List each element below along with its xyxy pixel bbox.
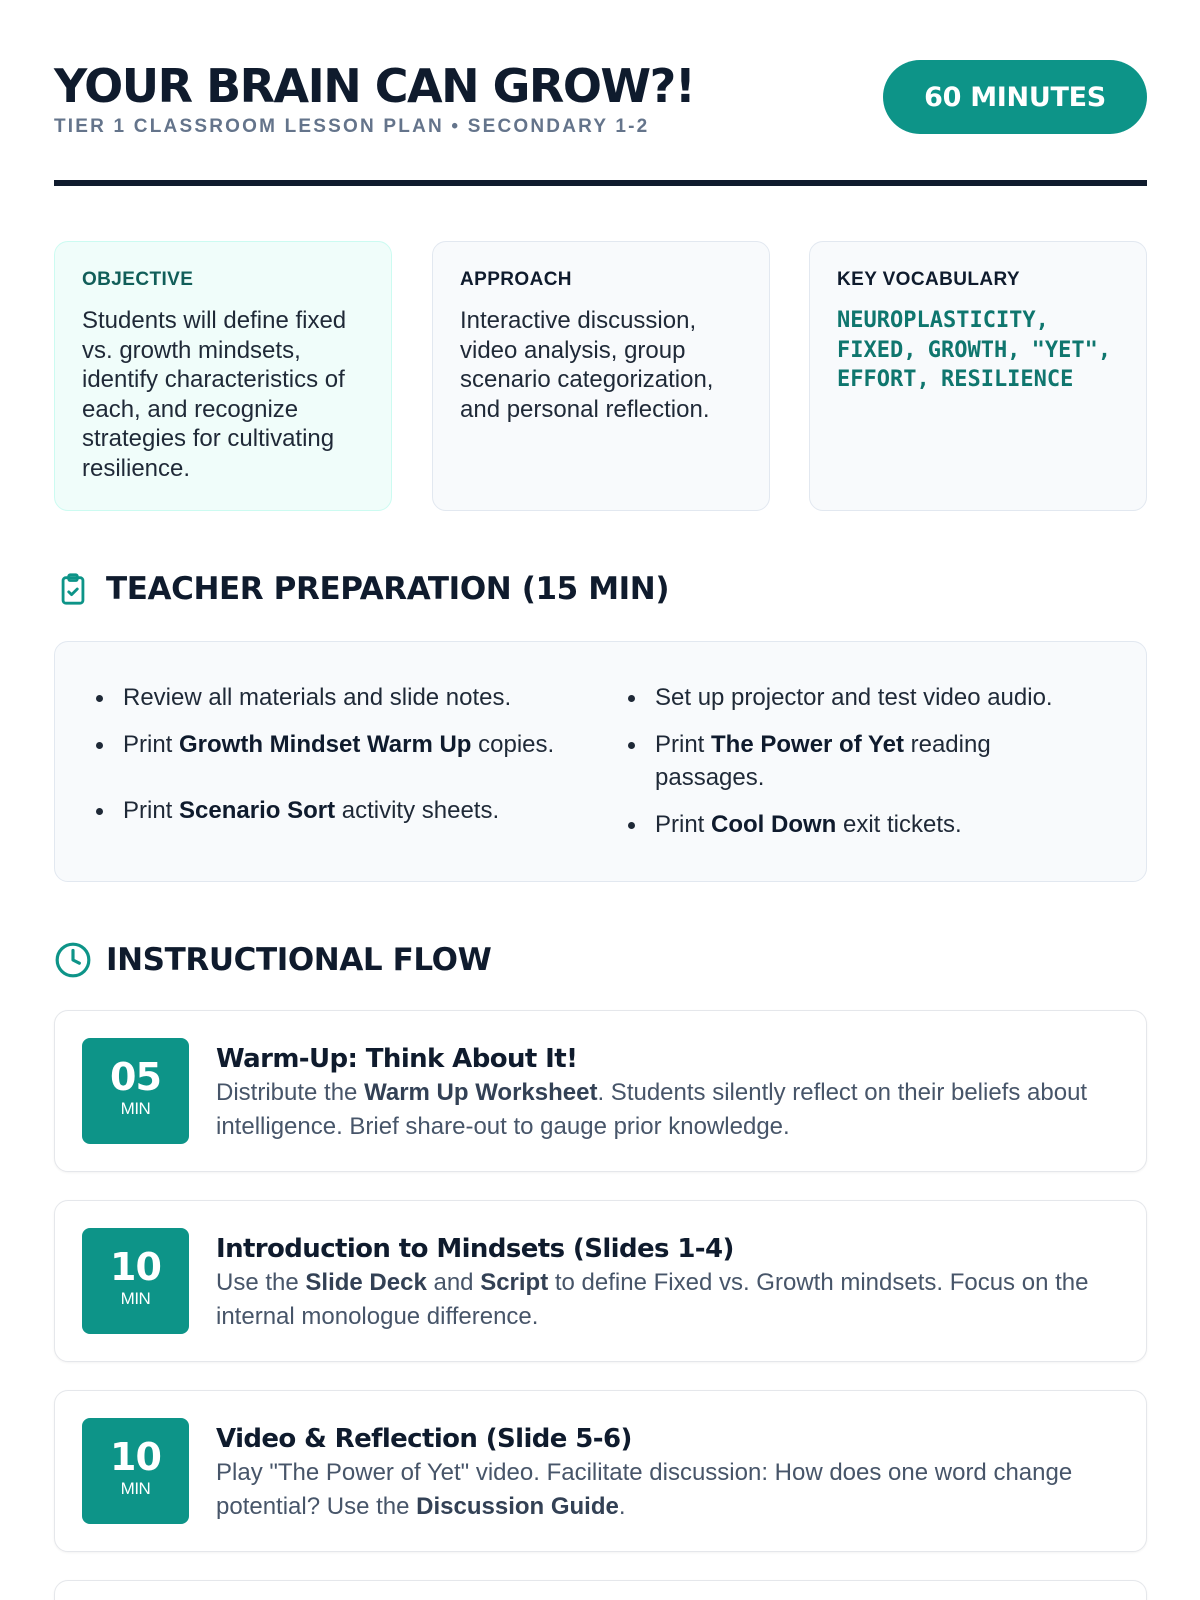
approach-card: [432, 241, 770, 511]
vocabulary-terms: NEUROPLASTICITY, FIXED, GROWTH, "YET", EFFORT, RESILIENCE: [837, 308, 1112, 392]
preparation-list: [54, 641, 1147, 882]
page-subtitle: TIER 1 CLASSROOM LESSON PLAN • SECONDARY 1-2: [54, 116, 650, 137]
prep-item: Print Scenario Sort activity sheets.: [95, 794, 595, 827]
prep-item: Print The Power of Yet reading passages.: [627, 728, 1097, 794]
lesson-plan-page: [54, 0, 1147, 1600]
step-content: [216, 1422, 1116, 1524]
step-description: Distribute the Warm Up Worksheet. Students silently reflect on their beliefs about intelligence. Brief share-out to gauge prior knowledge.: [216, 1079, 1088, 1140]
prep-item: Print Cool Down exit tickets.: [627, 808, 1097, 841]
time-unit: MIN: [120, 1099, 151, 1118]
clipboard-check-icon: [54, 570, 92, 608]
approach-text: Interactive discussion, video analysis, group scenario categorization, and personal reflection.: [460, 307, 714, 423]
vocabulary-card: [809, 241, 1147, 511]
time-badge: [82, 1418, 189, 1524]
info-cards: [54, 241, 1147, 511]
step-content: [216, 1232, 1116, 1334]
prep-item: Review all materials and slide notes.: [95, 681, 595, 714]
preparation-heading: [54, 567, 669, 611]
step-title: Video & Reflection (Slide 5-6): [216, 1424, 632, 1454]
approach-label: APPROACH: [460, 269, 572, 290]
flow-step-video: [54, 1390, 1147, 1552]
time-badge: [82, 1038, 189, 1144]
clock-icon: [54, 941, 92, 979]
prep-item: Set up projector and test video audio.: [627, 681, 1097, 714]
time-badge: [82, 1228, 189, 1334]
header-divider: [54, 180, 1147, 186]
duration-badge: 60 MINUTES: [883, 60, 1147, 134]
preparation-title: TEACHER PREPARATION (15 MIN): [106, 571, 670, 607]
step-title: Warm-Up: Think About It!: [216, 1044, 578, 1074]
time-minutes: 05: [110, 1055, 161, 1099]
vocabulary-label: KEY VOCABULARY: [837, 269, 1020, 290]
flow-step-introduction: [54, 1200, 1147, 1362]
header: [54, 58, 1147, 188]
preparation-column-left: [95, 681, 595, 841]
objective-card: [54, 241, 392, 511]
time-unit: MIN: [120, 1289, 151, 1308]
page-title: YOUR BRAIN CAN GROW?!: [54, 59, 695, 113]
time-minutes: 10: [110, 1435, 161, 1479]
objective-text: Students will define fixed vs. growth mindsets, identify characteristics of each, and recognize strategies for cultivating resilience.: [82, 307, 347, 482]
prep-item: Print Growth Mindset Warm Up copies.: [95, 728, 595, 761]
flow-title: INSTRUCTIONAL FLOW: [106, 942, 492, 978]
flow-step-next-partial: [54, 1580, 1147, 1600]
objective-label: OBJECTIVE: [82, 269, 194, 290]
time-unit: MIN: [120, 1479, 151, 1498]
preparation-column-right: [627, 681, 1097, 855]
flow-step-warm-up: [54, 1010, 1147, 1172]
time-minutes: 10: [110, 1245, 161, 1289]
step-description: Play "The Power of Yet" video. Facilitate discussion: How does one word change potential? Use the Discussion Guide.: [216, 1459, 1073, 1520]
step-description: Use the Slide Deck and Script to define Fixed vs. Growth mindsets. Focus on the internal monologue difference.: [216, 1269, 1089, 1330]
step-content: [216, 1042, 1116, 1144]
step-title: Introduction to Mindsets (Slides 1-4): [216, 1234, 734, 1264]
flow-heading: [54, 938, 491, 982]
